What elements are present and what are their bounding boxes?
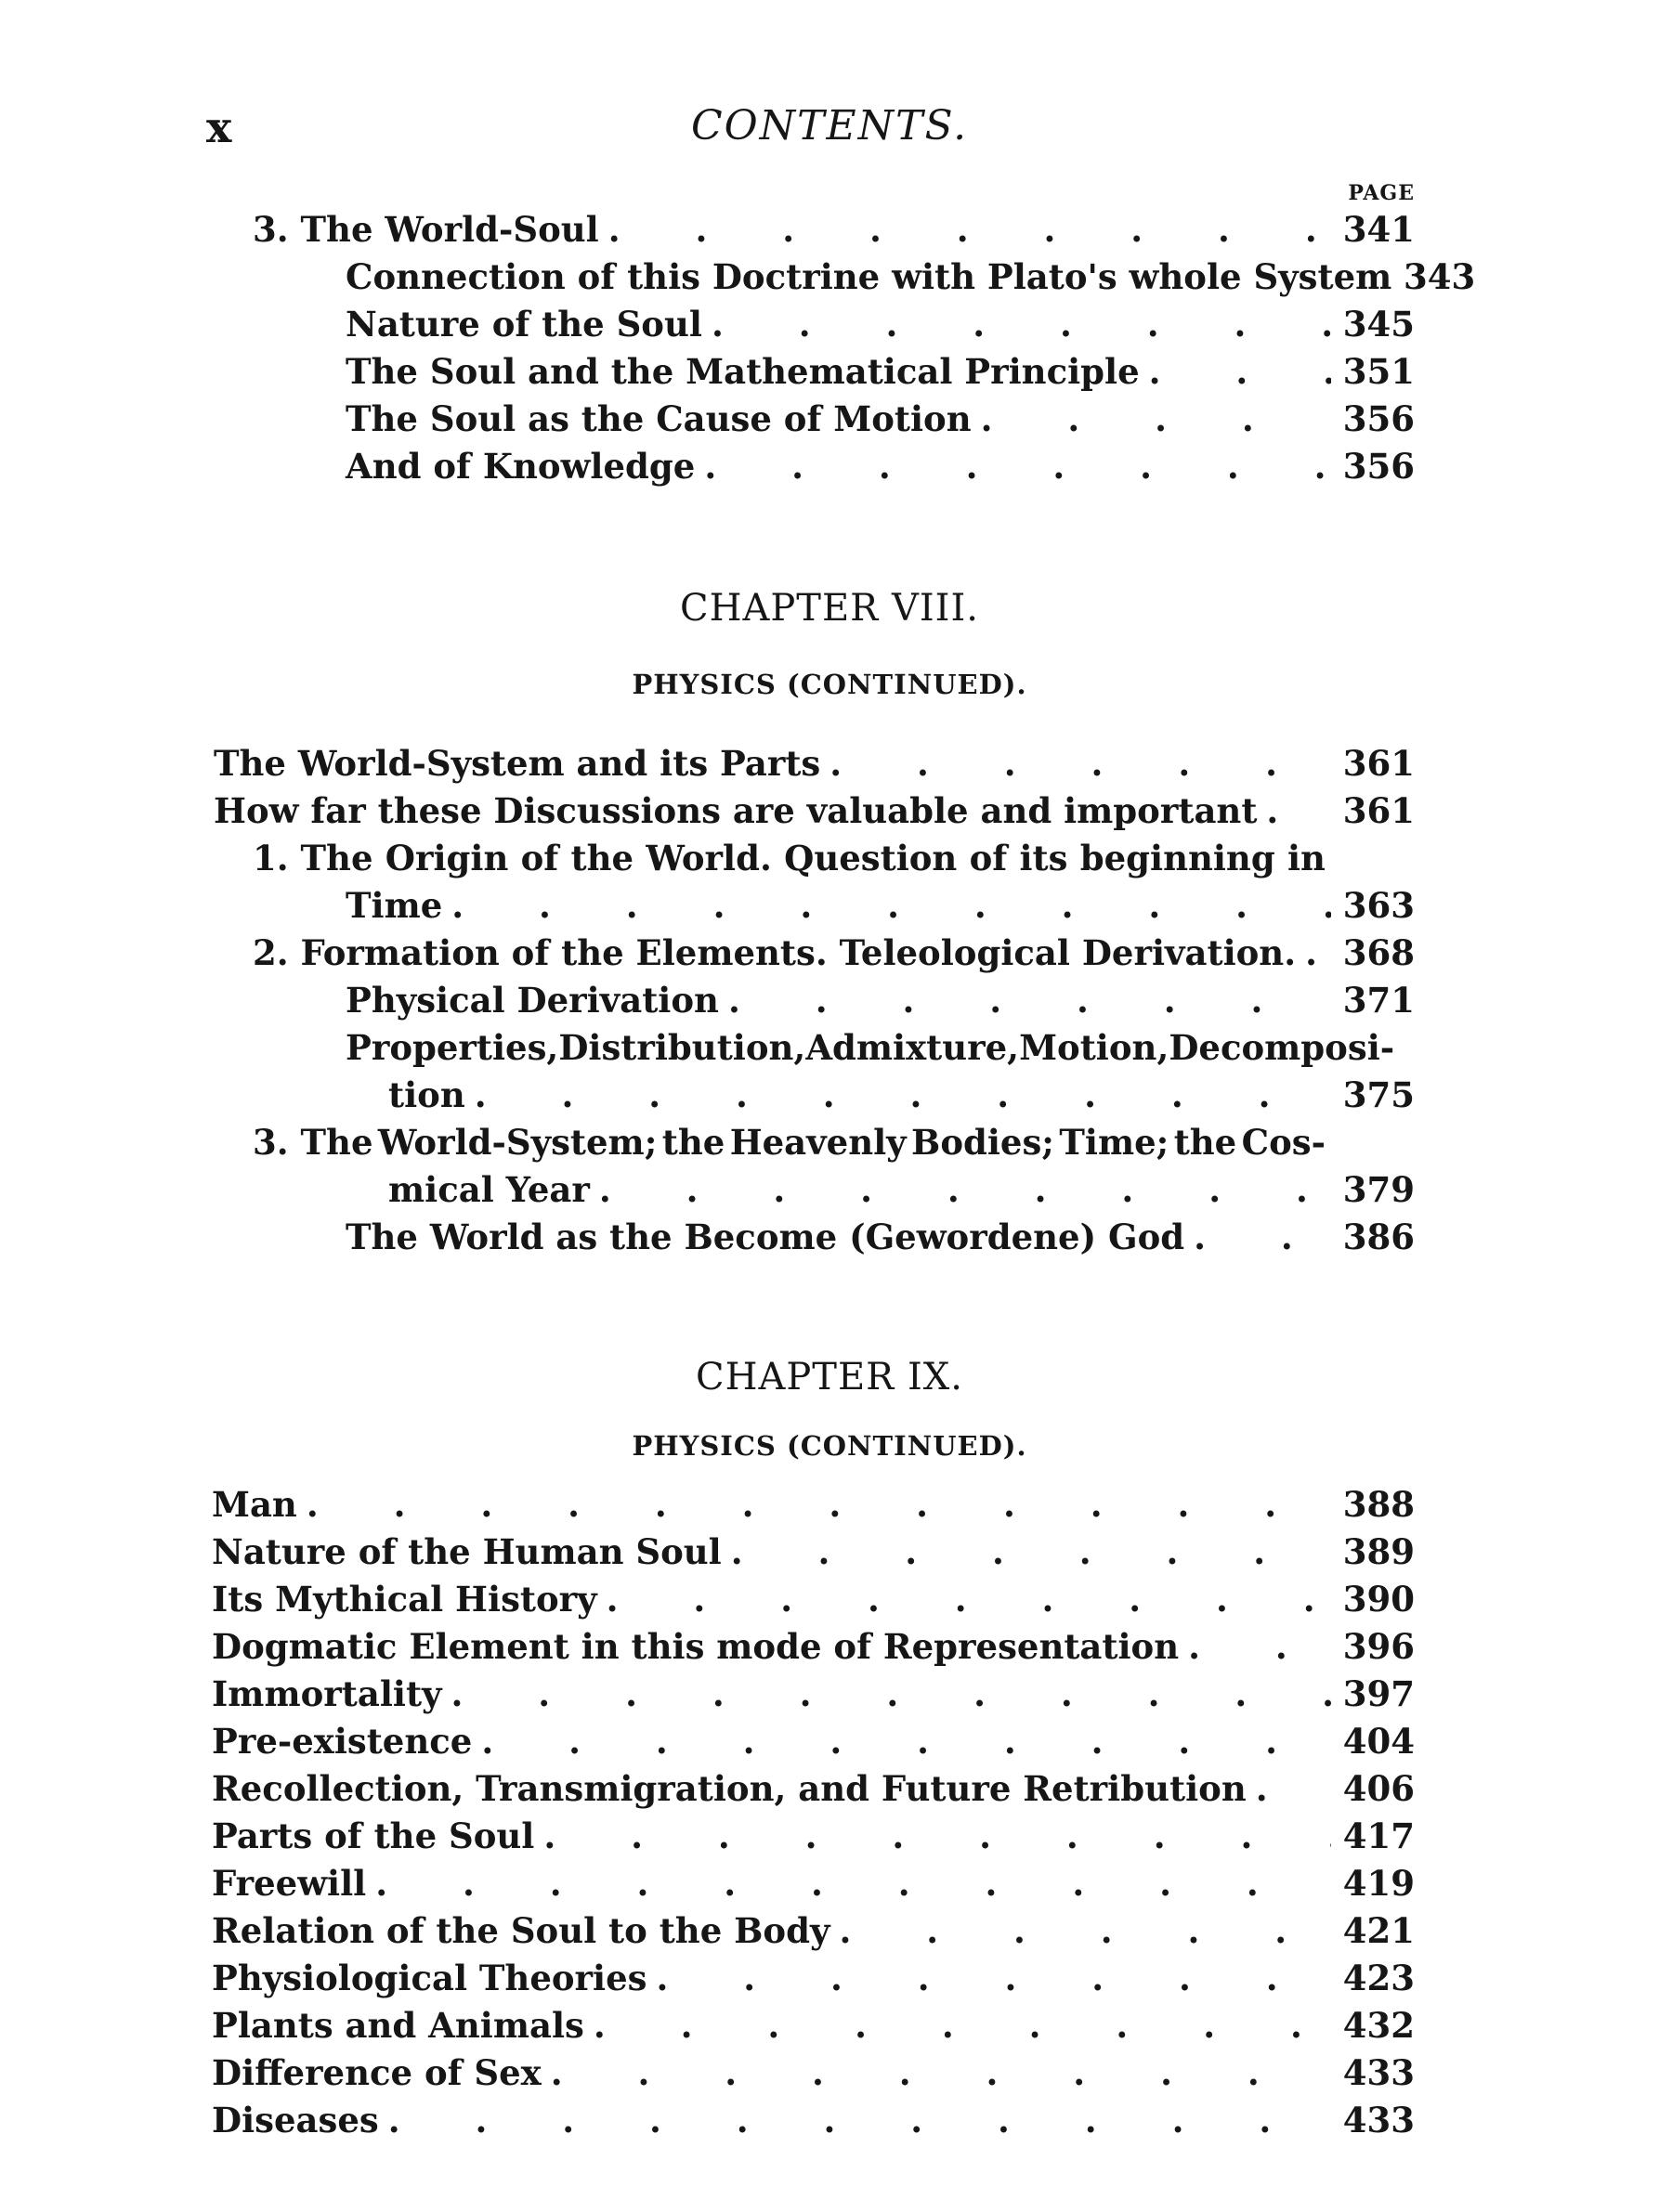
toc-entry	[212, 2100, 1415, 2148]
toc-entry-label: Dogmatic Element in this mode of Representation	[212, 1626, 1180, 1667]
toc-entry-label: Its Mythical History	[212, 1579, 597, 1620]
word: Motion,	[1019, 1027, 1169, 1068]
toc-entry-page: 396	[1342, 1626, 1415, 1667]
word: World.	[646, 838, 772, 878]
toc-entry	[346, 304, 1415, 352]
toc-entry	[346, 446, 1415, 494]
toc-entry-page: 419	[1342, 1863, 1415, 1904]
toc-entry-label: Freewill	[212, 1863, 367, 1904]
toc-entry-page: 363	[1342, 885, 1415, 926]
toc-entry-label: Relation of the Soul to the Body	[212, 1910, 830, 1951]
toc-entry-label: Recollection, Transmigration, and Future Retribution	[212, 1768, 1247, 1809]
page-column-label: PAGE	[1348, 181, 1415, 205]
toc-entry-page: 371	[1342, 980, 1415, 1021]
toc-entry-page: 406	[1342, 1768, 1415, 1809]
toc-entry	[346, 256, 1476, 305]
dot-leader	[388, 2100, 1331, 2140]
toc-entry-label: Nature of the Soul	[346, 304, 702, 345]
toc-entry	[212, 1626, 1415, 1674]
toc-entry-page: 390	[1342, 1579, 1415, 1620]
toc-entry-label: Nature of the Human Soul	[212, 1531, 722, 1572]
toc-entry-label: Time	[346, 885, 443, 926]
dot-leader	[1256, 1768, 1331, 1809]
toc-entry-line	[253, 838, 1326, 886]
toc-entry-label: Connection of this Doctrine with Plato's whole System	[346, 256, 1392, 297]
dot-leader	[656, 1958, 1331, 1998]
word: the	[570, 838, 634, 878]
word: Admixture,	[805, 1027, 1020, 1068]
dot-leader	[594, 2005, 1331, 2046]
toc-entry-label: Plants and Animals	[212, 2005, 584, 2046]
toc-entry	[212, 1673, 1415, 1722]
toc-entry-page: 389	[1342, 1531, 1415, 1572]
toc-entry	[212, 2052, 1415, 2101]
toc-entry	[212, 1815, 1415, 1864]
word: Question	[784, 838, 958, 878]
word: in	[1287, 838, 1326, 878]
toc-entry	[388, 1169, 1415, 1217]
page-number: x	[206, 102, 232, 152]
toc-entry-label: The World-System and its Parts	[214, 743, 821, 784]
toc-entry-label: How far these Discussions are valuable and important	[214, 790, 1258, 831]
toc-entry	[388, 1074, 1415, 1123]
chapter-heading: CHAPTER VIII.	[679, 587, 979, 630]
toc-entry-label: The World as the Become (Gewordene) God	[346, 1217, 1185, 1257]
dot-leader	[451, 1673, 1331, 1714]
toc-entry-label: mical Year	[388, 1169, 590, 1210]
toc-entry-page: 417	[1342, 1815, 1415, 1856]
word: World-System;	[377, 1122, 658, 1163]
dot-leader	[1188, 1626, 1331, 1667]
toc-entry-label: Parts of the Soul	[212, 1815, 535, 1856]
dot-leader	[607, 1579, 1331, 1620]
dot-leader	[712, 304, 1331, 345]
toc-entry-page: 341	[1342, 209, 1415, 250]
toc-entry-label: Man	[212, 1484, 297, 1525]
word: Properties,	[346, 1027, 559, 1068]
word: Cos-	[1241, 1122, 1326, 1163]
toc-entry-page: 433	[1342, 2052, 1415, 2093]
word: 3. The	[253, 1122, 373, 1163]
toc-entry	[212, 1484, 1415, 1532]
dot-leader	[830, 743, 1331, 784]
dot-leader	[1194, 1217, 1331, 1257]
toc-entry-page: 379	[1342, 1169, 1415, 1210]
chapter-heading: CHAPTER IX.	[696, 1356, 963, 1399]
toc-entry	[346, 885, 1415, 933]
toc-entry-page: 368	[1342, 932, 1415, 973]
toc-entry	[346, 351, 1415, 399]
toc-entry-label: And of Knowledge	[346, 446, 696, 487]
word: Time;	[1059, 1122, 1169, 1163]
word: 1. The	[253, 838, 373, 878]
word: of	[520, 838, 559, 878]
toc-entry	[212, 1863, 1415, 1911]
toc-entry-label: Pre-existence	[212, 1721, 473, 1762]
toc-entry	[346, 1217, 1415, 1265]
toc-entry	[212, 1579, 1415, 1627]
word: of	[969, 838, 1008, 878]
toc-entry-page: 351	[1342, 351, 1415, 392]
chapter-subheading: PHYSICS (CONTINUED).	[632, 669, 1027, 700]
dot-leader	[608, 209, 1331, 250]
toc-entry-label: The Soul and the Mathematical Principle	[346, 351, 1140, 392]
toc-entry-label: Difference of Sex	[212, 2052, 542, 2093]
toc-entry-page: 386	[1342, 1217, 1415, 1257]
dot-leader	[451, 885, 1331, 926]
toc-entry-page: 345	[1342, 304, 1415, 345]
word: Origin	[385, 838, 509, 878]
toc-entry	[212, 1721, 1415, 1769]
toc-entry	[212, 1910, 1415, 1958]
toc-entry	[214, 743, 1415, 791]
word: the	[661, 1122, 725, 1163]
dot-leader	[704, 446, 1331, 487]
toc-entry-page: 375	[1342, 1074, 1415, 1115]
running-head: CONTENTS.	[690, 102, 969, 150]
word: Heavenly	[729, 1122, 907, 1163]
dot-leader	[307, 1484, 1331, 1525]
toc-entry-label: 3. The World-Soul	[253, 209, 599, 250]
toc-entry	[253, 932, 1415, 981]
toc-entry-page: 356	[1342, 398, 1415, 439]
dot-leader	[481, 1721, 1331, 1762]
toc-entry	[212, 1768, 1415, 1816]
toc-entry-label: Physiological Theories	[212, 1958, 647, 1998]
toc-entry	[212, 1531, 1415, 1580]
toc-entry-label: Immortality	[212, 1673, 442, 1714]
toc-entry-page: 343	[1404, 256, 1476, 297]
toc-entry	[253, 209, 1415, 257]
toc-entry-page: 432	[1342, 2005, 1415, 2046]
toc-entry-page: 404	[1342, 1721, 1415, 1762]
dot-leader	[599, 1169, 1331, 1210]
toc-entry-page: 361	[1342, 790, 1415, 831]
chapter-subheading: PHYSICS (CONTINUED).	[632, 1430, 1027, 1462]
toc-entry	[346, 398, 1415, 447]
word: its	[1019, 838, 1068, 878]
dot-leader	[543, 1815, 1331, 1856]
toc-entry-line	[253, 1122, 1326, 1170]
dot-leader	[1266, 790, 1331, 831]
word: Distribution,	[558, 1027, 806, 1068]
toc-entry-page: 397	[1342, 1673, 1415, 1714]
toc-entry-line	[346, 1027, 1395, 1075]
toc-entry-page: 433	[1342, 2100, 1415, 2140]
word: Decomposi-	[1169, 1027, 1395, 1068]
toc-entry-page: 388	[1342, 1484, 1415, 1525]
toc-entry	[212, 2005, 1415, 2053]
toc-entry	[214, 790, 1415, 839]
toc-entry-label: Physical Derivation	[346, 980, 719, 1021]
toc-entry-page: 421	[1342, 1910, 1415, 1951]
dot-leader	[731, 1531, 1331, 1572]
dot-leader	[551, 2052, 1331, 2093]
word: beginning	[1079, 838, 1275, 878]
toc-entry-page: 423	[1342, 1958, 1415, 1998]
toc-entry	[212, 1958, 1415, 2006]
dot-leader	[839, 1910, 1331, 1951]
dot-leader	[475, 1074, 1331, 1115]
toc-entry-label: tion	[388, 1074, 465, 1115]
toc-entry-page: 356	[1342, 446, 1415, 487]
word: the	[1173, 1122, 1237, 1163]
toc-entry	[346, 980, 1415, 1028]
toc-entry-page: 361	[1342, 743, 1415, 784]
word: Bodies;	[911, 1122, 1054, 1163]
dot-leader	[981, 398, 1331, 439]
dot-leader	[375, 1863, 1331, 1904]
toc-entry-label: 2. Formation of the Elements. Teleological Derivation.	[253, 932, 1297, 973]
toc-entry-label: The Soul as the Cause of Motion	[346, 398, 972, 439]
toc-entry-label: Diseases	[212, 2100, 379, 2140]
dot-leader	[1149, 351, 1331, 392]
dot-leader	[728, 980, 1331, 1021]
dot-leader	[1305, 932, 1331, 973]
